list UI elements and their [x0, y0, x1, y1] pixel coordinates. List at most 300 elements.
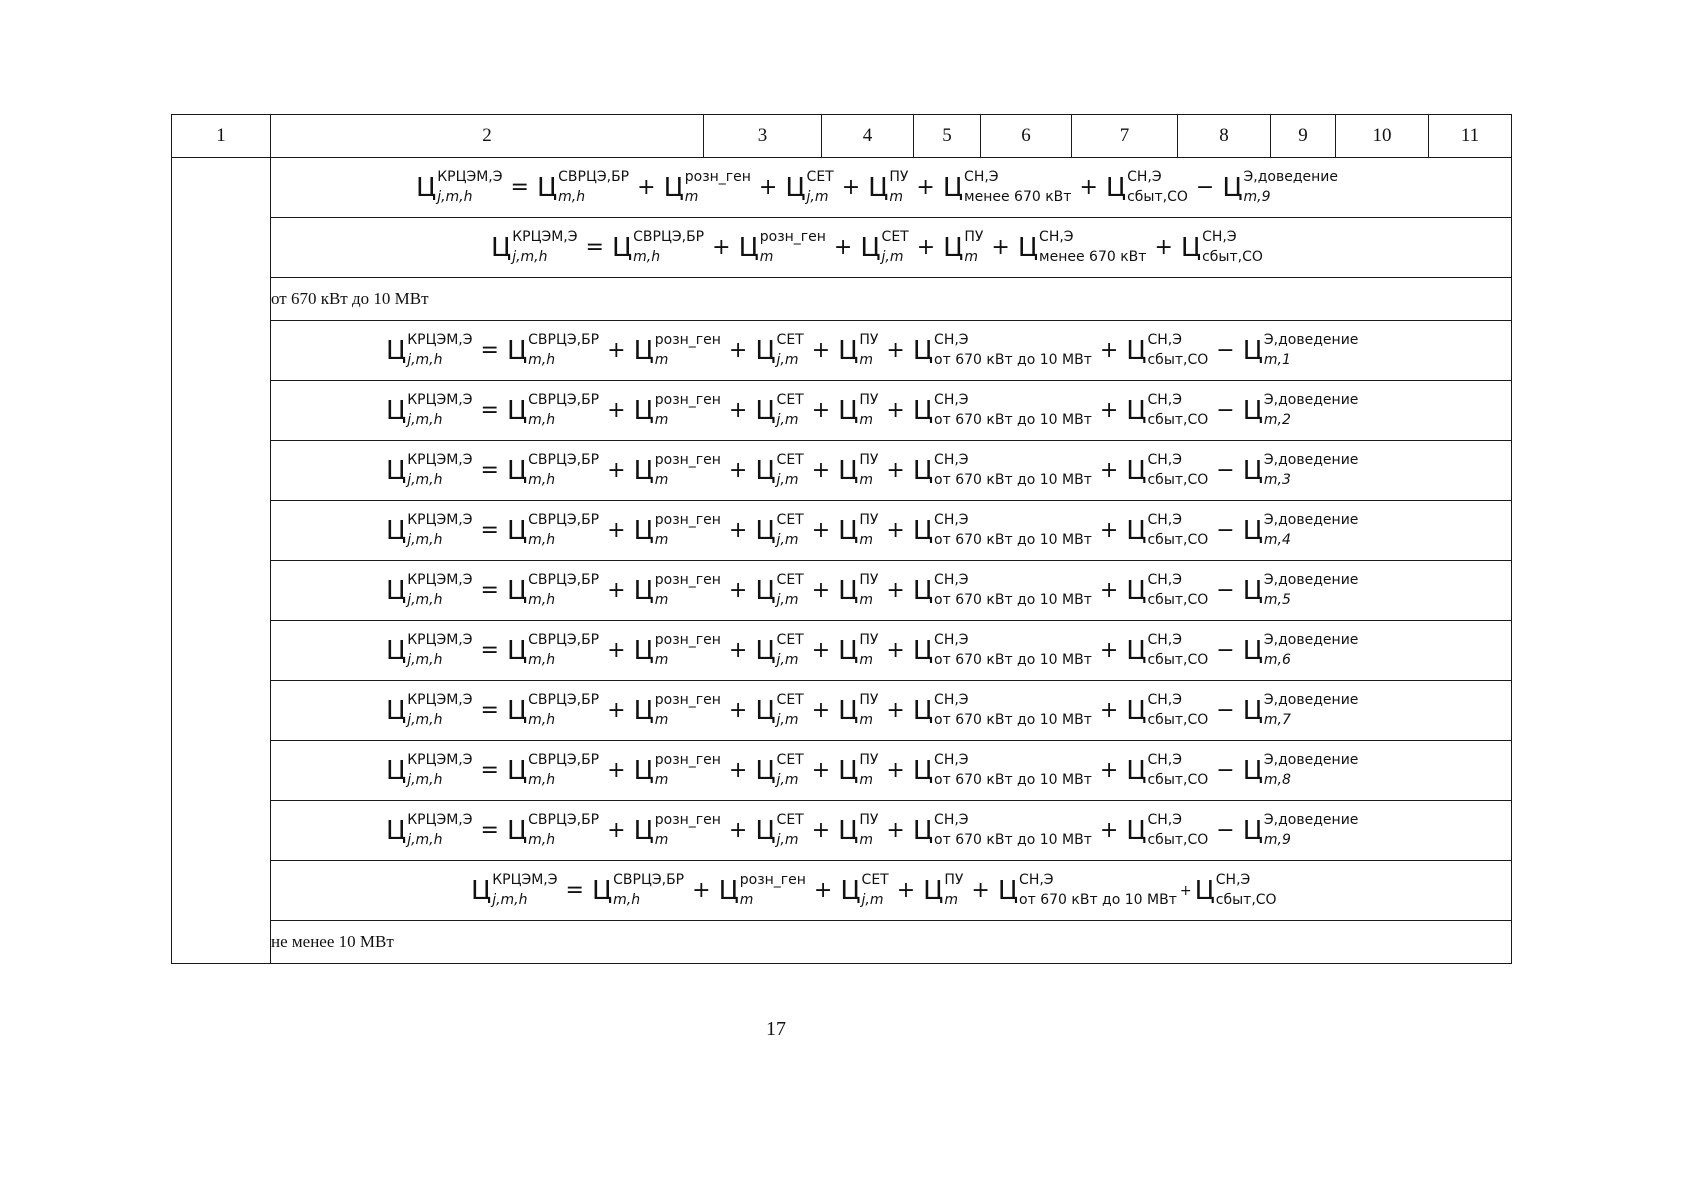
formula-term	[838, 451, 879, 488]
price-symbol: Ц	[912, 695, 934, 726]
formula-operator: +	[886, 398, 905, 423]
formula-term	[912, 391, 1092, 428]
formula-term	[386, 751, 473, 788]
formula-superscript: СН,Э	[934, 451, 969, 468]
price-symbol: Ц	[633, 575, 654, 606]
formula-subscript: m,9	[1243, 188, 1271, 205]
formula-subscript: m,3	[1263, 471, 1291, 488]
formula-term	[1126, 511, 1209, 548]
formula-operator: −	[1195, 175, 1215, 200]
price-symbol: Ц	[633, 455, 654, 486]
formula-operator: −	[1216, 458, 1235, 483]
formula-subscript: j,m	[861, 891, 884, 908]
formula-term	[755, 811, 804, 848]
formula-superscript: Э,доведение	[1243, 168, 1338, 185]
formula-subscript: j,m	[776, 471, 799, 488]
formula-term	[755, 631, 804, 668]
formula-operator: +	[712, 235, 731, 260]
formula-superscript: СЕТ	[776, 751, 804, 768]
formula-superscript: розн_ген	[654, 691, 721, 708]
formula-subscript: j,m	[776, 351, 799, 368]
formula-subscript: от 670 кВт до 10 МВт	[934, 471, 1092, 488]
formula-subscript: m,h	[528, 651, 556, 668]
formula-term	[506, 631, 600, 668]
formula-operator: +	[607, 578, 626, 603]
formula-term	[506, 391, 600, 428]
price-formula	[271, 168, 1511, 205]
formula-superscript: СВРЦЭ,БР	[558, 168, 630, 185]
formula-term	[838, 511, 879, 548]
formula-term	[1242, 571, 1359, 608]
formula-term	[1242, 391, 1359, 428]
table-body	[172, 115, 1512, 964]
formula-subscript: j,m,h	[407, 831, 443, 848]
formula-subscript: m	[859, 771, 873, 788]
formula-operator: +	[886, 578, 905, 603]
price-symbol: Ц	[386, 695, 407, 726]
formula-term	[912, 571, 1092, 608]
formula-cell	[271, 158, 1512, 218]
price-symbol: Ц	[386, 635, 407, 666]
formula-operator: +	[886, 638, 905, 663]
price-symbol: Ц	[1126, 695, 1147, 726]
formula-subscript: m	[654, 711, 669, 728]
formula-subscript: m,h	[633, 248, 661, 265]
formula-row	[172, 741, 1512, 801]
formula-subscript: j,m,h	[407, 351, 443, 368]
formula-superscript: Э,доведение	[1263, 331, 1359, 348]
formula-operator: +	[607, 458, 626, 483]
category-label: от 670 кВт до 10 МВт	[271, 278, 1512, 321]
formula-term	[755, 511, 804, 548]
formula-superscript: КРЦЭМ,Э	[407, 331, 473, 348]
formula-superscript: Э,доведение	[1263, 631, 1359, 648]
formula-operator: =	[480, 398, 499, 423]
header-cell: 7	[1072, 115, 1178, 158]
formula-term	[506, 571, 600, 608]
formula-term	[386, 331, 473, 368]
formula-term	[633, 451, 721, 488]
formula-term	[611, 228, 705, 265]
formula-superscript: КРЦЭМ,Э	[407, 511, 473, 528]
formula-superscript: Э,доведение	[1263, 451, 1359, 468]
price-symbol: Ц	[1017, 232, 1039, 263]
price-symbol: Ц	[386, 515, 407, 546]
formula-subscript: m,h	[558, 188, 586, 205]
price-symbol: Ц	[663, 172, 684, 203]
formula-term	[491, 228, 578, 265]
price-symbol: Ц	[838, 635, 859, 666]
price-symbol: Ц	[1242, 575, 1263, 606]
formula-superscript: Э,доведение	[1263, 511, 1359, 528]
formula-superscript: СВРЦЭ,БР	[613, 871, 685, 888]
formula-term	[923, 871, 964, 908]
price-symbol: Ц	[633, 635, 654, 666]
formula-superscript: СН,Э	[964, 168, 999, 185]
formula-operator: +	[1099, 698, 1119, 723]
price-symbol: Ц	[506, 695, 528, 726]
formula-operator: +	[728, 518, 748, 543]
price-symbol: Ц	[912, 755, 934, 786]
formula-operator: +	[607, 518, 626, 543]
formula-term	[1242, 751, 1359, 788]
formula-operator: +	[896, 878, 916, 903]
formula-operator: +	[1154, 235, 1173, 260]
formula-subscript: от 670 кВт до 10 МВт	[934, 651, 1092, 668]
formula-term	[1242, 451, 1359, 488]
formula-term	[633, 571, 721, 608]
formula-subscript: j,m,h	[407, 531, 443, 548]
formula-superscript: ПУ	[859, 391, 879, 408]
price-symbol: Ц	[506, 635, 528, 666]
formula-term	[1242, 511, 1359, 548]
formula-subscript: m,7	[1263, 711, 1291, 728]
formula-superscript: СЕТ	[776, 331, 804, 348]
formula-superscript: СВРЦЭ,БР	[528, 451, 600, 468]
formula-subscript: сбыт,СО	[1127, 188, 1188, 205]
formula-superscript: СН,Э	[1147, 391, 1183, 408]
price-symbol: Ц	[1126, 455, 1147, 486]
formula-subscript: m	[859, 711, 873, 728]
formula-subscript: сбыт,СО	[1147, 711, 1209, 728]
formula-subscript: j,m,h	[407, 471, 443, 488]
price-symbol: Ц	[755, 455, 776, 486]
formula-term	[912, 751, 1092, 788]
formula-term	[386, 571, 473, 608]
price-symbol: Ц	[1242, 695, 1263, 726]
formula-term	[1126, 811, 1209, 848]
formula-superscript: СН,Э	[934, 511, 969, 528]
price-symbol: Ц	[718, 875, 739, 906]
formula-superscript: розн_ген	[759, 228, 826, 245]
formula-term	[386, 391, 473, 428]
formula-term	[1242, 331, 1359, 368]
formula-subscript: сбыт,СО	[1215, 891, 1277, 908]
price-symbol: Ц	[912, 335, 934, 366]
formula-superscript: ПУ	[859, 511, 879, 528]
price-symbol: Ц	[838, 455, 859, 486]
formula-operator: +	[1099, 758, 1119, 783]
formula-term	[633, 691, 721, 728]
formula-term	[840, 871, 889, 908]
formula-superscript: Э,доведение	[1263, 691, 1359, 708]
formula-term	[536, 168, 630, 205]
formula-term	[912, 631, 1092, 668]
formula-superscript: ПУ	[859, 631, 879, 648]
formula-operator: +	[916, 235, 936, 260]
price-symbol: Ц	[942, 172, 964, 203]
formula-term	[943, 228, 984, 265]
price-symbol: Ц	[755, 635, 776, 666]
price-symbol: Ц	[1242, 455, 1263, 486]
formula-subscript: сбыт,СО	[1202, 248, 1263, 265]
price-symbol: Ц	[633, 815, 654, 846]
formula-row	[172, 321, 1512, 381]
formula-operator: +	[886, 458, 905, 483]
formula-operator: +	[607, 818, 626, 843]
formula-superscript: СН,Э	[934, 751, 969, 768]
formula-subscript: менее 670 кВт	[1039, 248, 1147, 265]
page-number: 17	[766, 1018, 786, 1040]
formula-subscript: сбыт,СО	[1147, 471, 1209, 488]
price-symbol: Ц	[912, 515, 934, 546]
formula-row	[172, 441, 1512, 501]
formula-subscript: менее 670 кВт	[964, 188, 1072, 205]
formula-operator: +	[1079, 175, 1098, 200]
formula-superscript: СН,Э	[1147, 451, 1183, 468]
formula-term	[942, 168, 1072, 205]
formula-operator: +	[886, 338, 905, 363]
formula-superscript: розн_ген	[654, 511, 721, 528]
price-symbol: Ц	[838, 335, 859, 366]
formula-superscript: розн_ген	[654, 631, 721, 648]
formula-superscript: СН,Э	[934, 391, 969, 408]
formula-term	[1242, 631, 1359, 668]
formula-subscript: m	[889, 188, 903, 205]
formula-term	[386, 631, 473, 668]
formula-subscript: m,h	[528, 411, 556, 428]
formula-subscript: m	[859, 411, 873, 428]
formula-term	[506, 811, 600, 848]
formula-superscript: СН,Э	[1147, 511, 1183, 528]
formula-superscript: СВРЦЭ,БР	[528, 811, 600, 828]
formula-superscript: КРЦЭМ,Э	[407, 451, 473, 468]
formula-cell	[271, 321, 1512, 381]
formula-term	[506, 691, 600, 728]
price-symbol: Ц	[1126, 575, 1147, 606]
formula-operator: =	[480, 638, 499, 663]
price-symbol: Ц	[755, 515, 776, 546]
formula-subscript: m	[739, 891, 754, 908]
formula-superscript: СВРЦЭ,БР	[528, 691, 600, 708]
formula-operator: −	[1216, 578, 1235, 603]
header-cell: 9	[1271, 115, 1336, 158]
formula-subscript: j,m,h	[407, 711, 443, 728]
formula-superscript: СН,Э	[934, 331, 969, 348]
formula-operator: +	[1099, 398, 1119, 423]
formula-subscript: m,h	[613, 891, 641, 908]
formula-term	[506, 451, 600, 488]
price-symbol: Ц	[838, 395, 859, 426]
formula-superscript: СН,Э	[1127, 168, 1162, 185]
formula-term	[1017, 228, 1147, 265]
price-symbol: Ц	[633, 395, 654, 426]
formula-superscript: СН,Э	[1039, 228, 1074, 245]
price-symbol: Ц	[755, 335, 776, 366]
formula-subscript: m	[654, 651, 669, 668]
formula-subscript: m	[859, 471, 873, 488]
formula-superscript: розн_ген	[654, 571, 721, 588]
formula-operator: +	[991, 235, 1010, 260]
formula-term	[1126, 691, 1209, 728]
price-symbol: Ц	[838, 755, 859, 786]
price-symbol: Ц	[536, 172, 558, 203]
price-formula	[271, 451, 1511, 488]
formula-subscript: сбыт,СО	[1147, 591, 1209, 608]
formula-operator: +	[971, 878, 990, 903]
formula-superscript: розн_ген	[654, 331, 721, 348]
formula-subscript: j,m,h	[437, 188, 473, 205]
formula-superscript: СН,Э	[1147, 631, 1183, 648]
formula-superscript: КРЦЭМ,Э	[407, 811, 473, 828]
category-row	[172, 921, 1512, 964]
formula-superscript: СН,Э	[934, 811, 969, 828]
formula-term	[633, 511, 721, 548]
formula-term	[1126, 331, 1209, 368]
formula-subscript: m,6	[1263, 651, 1291, 668]
formula-cell	[271, 861, 1512, 921]
formula-operator: +	[607, 698, 626, 723]
formula-term	[718, 871, 806, 908]
formula-superscript: Э,доведение	[1263, 751, 1359, 768]
formula-superscript: КРЦЭМ,Э	[407, 391, 473, 408]
price-symbol: Ц	[997, 875, 1019, 906]
formula-row	[172, 801, 1512, 861]
formula-subscript: m	[654, 771, 669, 788]
formula-subscript: j,m	[881, 248, 904, 265]
formula-subscript: m	[859, 531, 873, 548]
formula-term	[1105, 168, 1188, 205]
price-symbol: Ц	[840, 875, 861, 906]
formula-superscript: СЕТ	[861, 871, 889, 888]
formula-subscript: сбыт,СО	[1147, 651, 1209, 668]
price-symbol: Ц	[633, 515, 654, 546]
price-formula	[271, 691, 1511, 728]
formula-operator: +	[886, 698, 905, 723]
formula-superscript: КРЦЭМ,Э	[407, 691, 473, 708]
formula-term	[386, 811, 473, 848]
price-symbol: Ц	[611, 232, 633, 263]
formula-term	[633, 811, 721, 848]
formula-operator: +	[811, 698, 831, 723]
formula-subscript: от 670 кВт до 10 МВт	[1019, 891, 1177, 908]
formula-term	[1126, 751, 1209, 788]
formula-term	[416, 168, 503, 205]
formula-superscript: КРЦЭМ,Э	[512, 228, 578, 245]
price-symbol: Ц	[386, 575, 407, 606]
formula-superscript: СЕТ	[806, 168, 834, 185]
price-symbol: Ц	[1105, 172, 1127, 203]
formula-term	[1242, 691, 1359, 728]
formula-subscript: m	[684, 188, 699, 205]
price-symbol: Ц	[506, 335, 528, 366]
price-formula	[271, 571, 1511, 608]
formula-superscript: ПУ	[859, 331, 879, 348]
formula-subscript: m,9	[1263, 831, 1291, 848]
formula-subscript: m	[654, 831, 669, 848]
formula-row	[172, 158, 1512, 218]
formula-superscript: СЕТ	[776, 511, 804, 528]
formula-operator: +	[811, 578, 831, 603]
formula-operator: −	[1216, 398, 1235, 423]
formula-superscript: СН,Э	[1147, 691, 1183, 708]
price-symbol: Ц	[1222, 172, 1243, 203]
formula-superscript: СН,Э	[1147, 331, 1183, 348]
category-row	[172, 278, 1512, 321]
category-label: не менее 10 МВт	[271, 921, 1512, 964]
formula-subscript: j,m	[776, 591, 799, 608]
formula-subscript: j,m	[776, 531, 799, 548]
price-symbol: Ц	[755, 695, 776, 726]
formula-term	[1242, 811, 1359, 848]
formula-superscript: КРЦЭМ,Э	[407, 571, 473, 588]
formula-term	[860, 228, 909, 265]
formula-subscript: j,m,h	[512, 248, 548, 265]
formula-subscript: j,m	[776, 411, 799, 428]
formula-subscript: j,m	[776, 831, 799, 848]
empty-number-cell	[172, 158, 271, 964]
formula-operator: +	[728, 818, 748, 843]
formula-row	[172, 381, 1512, 441]
formula-superscript: СЕТ	[776, 631, 804, 648]
formula-subscript: j,m,h	[407, 591, 443, 608]
formula-superscript: розн_ген	[739, 871, 806, 888]
formula-superscript: Э,доведение	[1263, 571, 1359, 588]
formula-subscript: j,m,h	[492, 891, 528, 908]
formula-subscript: j,m,h	[407, 411, 443, 428]
formula-subscript: сбыт,СО	[1147, 531, 1209, 548]
price-symbol: Ц	[1242, 815, 1263, 846]
formula-operator: =	[480, 818, 499, 843]
price-symbol: Ц	[471, 875, 492, 906]
formula-superscript: Э,доведение	[1263, 391, 1359, 408]
formula-term	[591, 871, 685, 908]
formula-superscript: СЕТ	[776, 451, 804, 468]
formula-operator: +	[637, 175, 656, 200]
formula-operator: =	[585, 235, 604, 260]
formula-superscript: СН,Э	[934, 631, 969, 648]
price-symbol: Ц	[912, 815, 934, 846]
formula-term	[838, 811, 879, 848]
formula-cell	[271, 218, 1512, 278]
formula-subscript: сбыт,СО	[1147, 351, 1209, 368]
formula-operator: −	[1216, 698, 1235, 723]
price-symbol: Ц	[633, 755, 654, 786]
formula-operator: +	[607, 398, 626, 423]
price-symbol: Ц	[506, 395, 528, 426]
formula-term	[912, 811, 1092, 848]
formula-term	[838, 631, 879, 668]
price-symbol: Ц	[923, 875, 944, 906]
formula-operator: +	[811, 818, 831, 843]
formula-operator: =	[480, 758, 499, 783]
formula-subscript: j,m	[776, 771, 799, 788]
price-symbol: Ц	[912, 455, 934, 486]
formula-superscript: СЕТ	[776, 391, 804, 408]
formula-operator: +	[886, 518, 905, 543]
header-cell: 11	[1429, 115, 1512, 158]
tariff-table	[171, 114, 1512, 964]
formula-term	[663, 168, 751, 205]
price-formula	[271, 511, 1511, 548]
formula-term	[755, 451, 804, 488]
price-symbol: Ц	[491, 232, 512, 263]
formula-subscript: m,h	[528, 711, 556, 728]
formula-term	[386, 691, 473, 728]
price-symbol: Ц	[838, 815, 859, 846]
price-formula	[271, 871, 1511, 908]
price-symbol: Ц	[755, 575, 776, 606]
formula-term	[1194, 871, 1277, 908]
price-symbol: Ц	[838, 575, 859, 606]
formula-superscript: КРЦЭМ,Э	[437, 168, 503, 185]
formula-operator: −	[1216, 518, 1235, 543]
formula-subscript: m	[859, 831, 873, 848]
formula-term	[506, 331, 600, 368]
price-symbol: Ц	[386, 395, 407, 426]
formula-operator: =	[480, 698, 499, 723]
formula-operator: +	[811, 758, 831, 783]
